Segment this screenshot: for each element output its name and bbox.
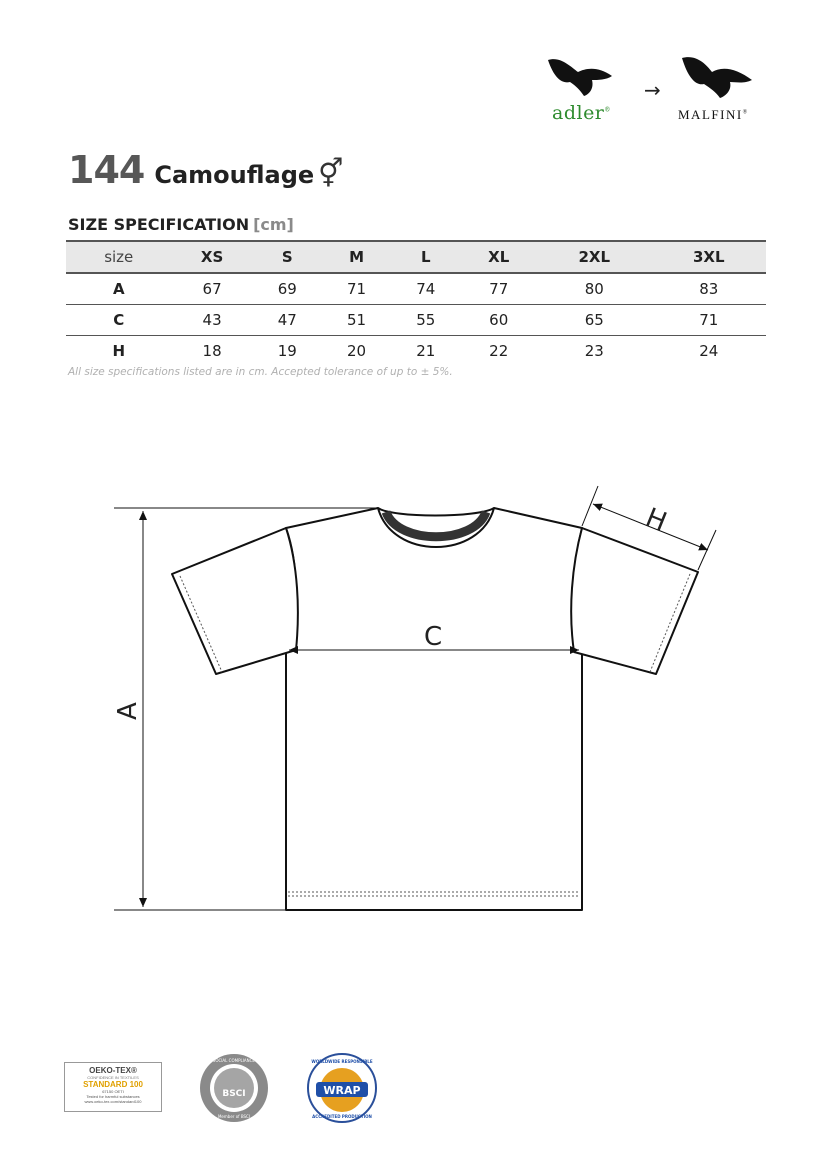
column-header: size	[104, 248, 134, 266]
table-cell: 60	[489, 311, 509, 329]
table-cell: 47	[277, 311, 297, 329]
unisex-icon: ⚥	[318, 157, 344, 190]
column-header: XL	[488, 248, 510, 266]
tshirt-body	[286, 508, 582, 910]
oeko-tested: Tested for harmful substances	[86, 1094, 140, 1099]
product-code: 144	[68, 148, 145, 192]
column-header: 3XL	[692, 248, 725, 266]
wrap-center: WRAP	[323, 1084, 361, 1097]
table-cell: 43	[202, 311, 222, 329]
table-cell: 21	[416, 342, 436, 360]
oeko-standard: STANDARD 100	[83, 1080, 143, 1089]
row-label: H	[112, 342, 126, 360]
row-label: C	[113, 311, 125, 329]
wrap-top: WORLDWIDE RESPONSIBLE	[311, 1059, 373, 1064]
dimension-c-label: C	[424, 622, 443, 652]
table-cell: 20	[346, 342, 367, 360]
dimension-a-label: A	[113, 702, 143, 720]
table-cell: 80	[584, 280, 604, 298]
adler-registered-mark: ®	[604, 106, 611, 114]
bsci-bottom: Member of BSCI	[217, 1114, 251, 1119]
bsci-certificate	[191, 1052, 277, 1124]
table-cell: 67	[202, 280, 222, 298]
table-cell: 19	[277, 342, 297, 360]
tolerance-note: All size specifications listed are in cm. Accepted tolerance of up to ± 5%.	[68, 366, 453, 378]
arrow-right-icon: →	[644, 78, 661, 102]
table-cell: 77	[489, 280, 509, 298]
dimension-h-label: H	[641, 502, 671, 538]
table-cell: 51	[346, 311, 367, 329]
bsci-ring-text: BUSINESS SOCIAL COMPLIANCE INITIATIVE	[191, 1058, 277, 1063]
oeko-code: 67150 OETI	[102, 1089, 124, 1094]
table-cell: 23	[584, 342, 604, 360]
oeko-url: www.oeko-tex.com/standard100	[84, 1099, 142, 1104]
column-header: S	[281, 248, 293, 266]
adler-wordmark: adler	[552, 102, 605, 124]
table-cell: 18	[202, 342, 222, 360]
size-spec-unit: [cm]	[253, 215, 294, 234]
table-cell: 71	[346, 280, 367, 298]
table-cell: 69	[277, 280, 297, 298]
oeko-subtitle: CONFIDENCE IN TEXTILES	[87, 1075, 139, 1080]
tshirt-outline	[172, 508, 698, 910]
row-label: A	[112, 280, 125, 298]
product-name: Camouflage	[154, 161, 315, 189]
size-spec-title: SIZE SPECIFICATION	[68, 215, 250, 234]
left-sleeve	[172, 528, 298, 674]
wrap-bottom: ACCREDITED PRODUCTION	[312, 1114, 372, 1119]
column-header: XS	[200, 248, 224, 266]
malfini-registered-mark: ®	[742, 109, 749, 116]
oeko-title: OEKO-TEX®	[89, 1066, 137, 1075]
table-cell: 24	[699, 342, 719, 360]
table-cell: 55	[416, 311, 436, 329]
bsci-center: BSCI	[222, 1089, 246, 1099]
column-header: L	[421, 248, 431, 266]
oeko-tex-certificate	[64, 1062, 162, 1112]
table-cell: 71	[699, 311, 719, 329]
table-cell: 22	[489, 342, 509, 360]
malfini-wordmark: MALFINI	[678, 107, 743, 122]
table-cell: 65	[584, 311, 604, 329]
wrap-certificate	[306, 1052, 378, 1124]
table-cell: 83	[699, 280, 719, 298]
column-header: 2XL	[578, 248, 611, 266]
column-header: M	[349, 248, 364, 266]
table-cell: 74	[416, 280, 436, 298]
